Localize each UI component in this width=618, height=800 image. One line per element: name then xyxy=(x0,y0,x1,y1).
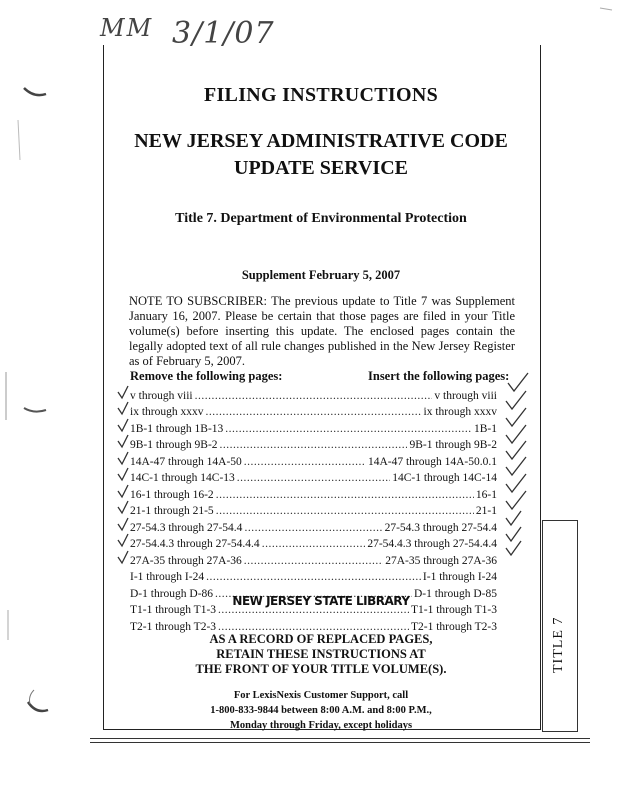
insert-range: D-1 through D-85 xyxy=(413,587,497,600)
insert-range: v through viii xyxy=(434,389,497,402)
insert-range: 14C-1 through 14C-14 xyxy=(392,472,497,484)
remove-pages-header: Remove the following pages: xyxy=(130,369,283,383)
support-line3: Monday through Friday, except holidays xyxy=(229,720,413,731)
handwritten-initials: MM xyxy=(100,14,154,42)
library-stamp: NEW JERSEY STATE LIBRARY xyxy=(232,594,410,608)
remove-range: v through viii xyxy=(130,389,193,402)
document-title: FILING INSTRUCTIONS xyxy=(203,84,439,106)
remove-range: T2-1 through T2-3 xyxy=(130,620,217,633)
insert-range: ix through xxxv xyxy=(423,406,497,418)
remove-range: 27-54.3 through 27-54.4 xyxy=(130,521,243,534)
insert-range: T2-1 through T2-3 xyxy=(410,620,497,633)
remove-range: 16-1 through 16-2 xyxy=(130,488,214,501)
department-heading: Title 7. Department of Environmental Protection xyxy=(175,211,467,226)
code-title-line2: UPDATE SERVICE xyxy=(234,157,408,179)
remove-range: 27A-35 through 27A-36 xyxy=(130,554,242,567)
remove-range: D-1 through D-86 xyxy=(130,587,214,600)
support-line2: 1-800-833-9844 between 8:00 A.M. and 8:00 P.M., xyxy=(210,705,432,716)
record-notice-line3: THE FRONT OF YOUR TITLE VOLUME(S). xyxy=(195,662,447,676)
insert-range: 27-54.4.3 through 27-54.4.4 xyxy=(367,538,497,550)
remove-range: 21-1 through 21-5 xyxy=(130,505,214,517)
bottom-rule xyxy=(90,738,590,739)
remove-range: 27-54.4.3 through 27-54.4.4 xyxy=(130,538,260,550)
insert-range: 1B-1 xyxy=(474,422,497,435)
insert-range: 21-1 xyxy=(475,505,497,517)
record-notice-line2: RETAIN THESE INSTRUCTIONS AT xyxy=(216,647,426,661)
remove-range: 1B-1 through 1B-13 xyxy=(130,422,224,435)
subscriber-note: NOTE TO SUBSCRIBER: The previous update to Title 7 was Supplement January 16, 2007. Please be certain that those pages are filed in your Title volume(s) before inserting this update. The enclosed pages contain the legally adopted text of all rule changes published in the New Jersey Register as of February 5, 2007. xyxy=(129,294,515,368)
bottom-rule-secondary xyxy=(90,742,590,743)
insert-range: 14A-47 through 14A-50.0.1 xyxy=(367,455,497,468)
title-tab-label: TITLE 7 xyxy=(551,616,566,674)
remove-range: ix through xxxv xyxy=(130,406,204,418)
remove-range: I-1 through I-24 xyxy=(130,571,205,583)
insert-range: 16-1 xyxy=(475,488,497,501)
insert-pages-header: Insert the following pages: xyxy=(368,369,510,383)
code-title-line1: NEW JERSEY ADMINISTRATIVE CODE xyxy=(134,130,508,152)
remove-range: 14A-47 through 14A-50 xyxy=(130,455,242,468)
insert-range: 9B-1 through 9B-2 xyxy=(409,439,497,451)
remove-range: 9B-1 through 9B-2 xyxy=(130,439,218,451)
supplement-date: Supplement February 5, 2007 xyxy=(241,268,401,282)
remove-range: 14C-1 through 14C-13 xyxy=(130,472,235,484)
insert-range: 27-54.3 through 27-54.4 xyxy=(384,521,497,534)
remove-range: T1-1 through T1-3 xyxy=(130,604,217,616)
record-notice-line1: AS A RECORD OF REPLACED PAGES, xyxy=(209,632,433,646)
support-line1: For LexisNexis Customer Support, call xyxy=(233,690,409,701)
insert-range: I-1 through I-24 xyxy=(422,571,497,583)
handwritten-date: 3/1/07 xyxy=(172,16,275,51)
insert-range: T1-1 through T1-3 xyxy=(410,604,497,616)
insert-range: 27A-35 through 27A-36 xyxy=(385,554,497,567)
